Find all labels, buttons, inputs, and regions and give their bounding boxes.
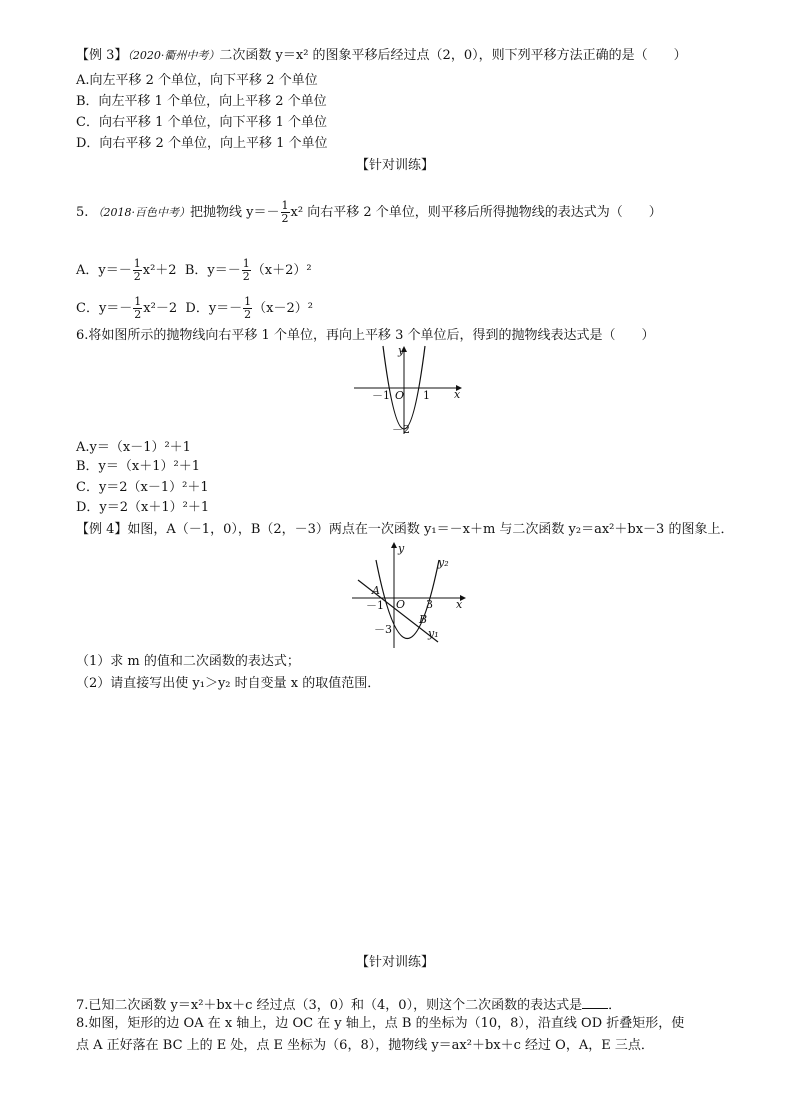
numerator: 1 (281, 199, 289, 212)
question-7-stem (76, 996, 621, 1014)
example-4-stem: 【例 4】如图，A（－1，0），B（2，－3）两点在一次函数 y₁＝－x＋m 与二次函数 y₂＝ax²＋bx－3 的图象上． (76, 522, 734, 537)
option-a-label: A．y＝－ (76, 263, 132, 278)
part-2: （2）请直接写出使 y₁＞y₂ 时自变量 x 的取值范围． (76, 676, 381, 691)
tick-label-1: 1 (423, 389, 430, 402)
question-number: 5. (76, 205, 89, 220)
tick-label-neg1: －1 (372, 389, 390, 402)
tick-label-neg2: －2 (392, 423, 410, 436)
numerator: 1 (242, 257, 250, 270)
option-a-text: x²＋2 (142, 263, 177, 278)
fraction (133, 296, 142, 321)
option-c: C．y＝2（x－1）²＋1 (76, 480, 209, 495)
q5-options-row-2 (76, 296, 313, 321)
option-c: C．向右平移 1 个单位，向下平移 1 个单位 (76, 115, 328, 130)
option-c-label: C．y＝－ (76, 301, 133, 316)
section-heading: 【针对训练】 (355, 158, 434, 173)
y-axis-arrow (391, 542, 397, 548)
answer-blank[interactable] (582, 996, 608, 1009)
parabola-graph-q6 (350, 344, 465, 436)
fraction (281, 200, 290, 225)
denominator: 2 (244, 308, 252, 321)
question-text: 把抛物线 y＝－ (190, 205, 280, 220)
question-text: x² 向右平移 2 个单位，则平移后所得抛物线的表达式为（ ） (290, 205, 662, 220)
origin-label: O (396, 598, 406, 611)
denominator: 2 (242, 270, 250, 283)
question-text: 7.已知二次函数 y＝x²＋bx＋c 经过点（3，0）和（4，0），则这个二次函数的表达式是 (76, 998, 583, 1013)
option-d: D．向右平移 2 个单位，向上平移 1 个单位 (76, 136, 328, 151)
x-axis-label: x (456, 598, 463, 611)
example-3-stem (76, 48, 687, 64)
part-1: （1）求 m 的值和二次函数的表达式； (76, 654, 300, 669)
tick-label-neg1: －1 (366, 599, 384, 612)
numerator: 1 (244, 295, 252, 308)
fraction (133, 258, 142, 283)
function-graph-ex4 (346, 538, 476, 650)
y-axis-label: y (398, 344, 405, 357)
curve-label-y2: y₂ (438, 556, 449, 569)
option-a: A.向左平移 2 个单位，向下平移 2 个单位 (76, 73, 318, 88)
option-d-text: （x－2）² (253, 301, 313, 316)
q5-options-row-1 (76, 258, 312, 283)
point-b-label: B (419, 613, 428, 626)
option-d: D．y＝2（x＋1）²＋1 (76, 500, 210, 515)
fraction (243, 296, 252, 321)
question-text: 二次函数 y＝x² 的图象平移后经过点（2，0），则下列平移方法正确的是（ ） (219, 48, 687, 63)
source-note: （2018·百色中考） (92, 206, 191, 219)
fraction (242, 258, 251, 283)
numerator: 1 (134, 295, 142, 308)
denominator: 2 (134, 308, 142, 321)
question-8-line-1: 8.如图，矩形的边 OA 在 x 轴上，边 OC 在 y 轴上，点 B 的坐标为（10，8），沿直线 OD 折叠矩形，使 (76, 1016, 685, 1031)
question-end: ． (608, 998, 622, 1013)
option-c-text: x²－2 (143, 301, 178, 316)
question-5-stem (76, 200, 662, 225)
x-axis-label: x (454, 388, 461, 401)
question-8-line-2: 点 A 正好落在 BC 上的 E 处，点 E 坐标为（6，8），抛物线 y＝ax²＋bx＋c 经过 O，A，E 三点． (76, 1038, 654, 1053)
section-heading: 【针对训练】 (355, 955, 434, 970)
denominator: 2 (133, 270, 141, 283)
numerator: 1 (133, 257, 141, 270)
origin-label: O (395, 389, 405, 402)
example-tag: 【例 3】 (76, 48, 128, 63)
denominator: 2 (281, 212, 289, 225)
curve-label-y1: y₁ (428, 627, 439, 640)
option-a: A.y＝（x－1）²＋1 (76, 440, 191, 455)
option-d-label: D．y＝－ (185, 301, 243, 316)
option-b: B．向左平移 1 个单位，向上平移 2 个单位 (76, 94, 327, 109)
question-6-stem: 6.将如图所示的抛物线向右平移 1 个单位，再向上平移 3 个单位后，得到的抛物线表达式是（ ） (76, 328, 655, 343)
tick-label-neg3: －3 (374, 623, 392, 636)
option-b-text: （x＋2）² (251, 263, 312, 278)
point-a-label: A (372, 584, 380, 597)
y-axis-label: y (398, 542, 405, 555)
tick-label-3: 3 (426, 598, 433, 611)
source-note: （2020·衢州中考） (127, 49, 220, 62)
option-b-label: B．y＝－ (184, 263, 241, 278)
option-b: B．y＝（x＋1）²＋1 (76, 459, 200, 474)
